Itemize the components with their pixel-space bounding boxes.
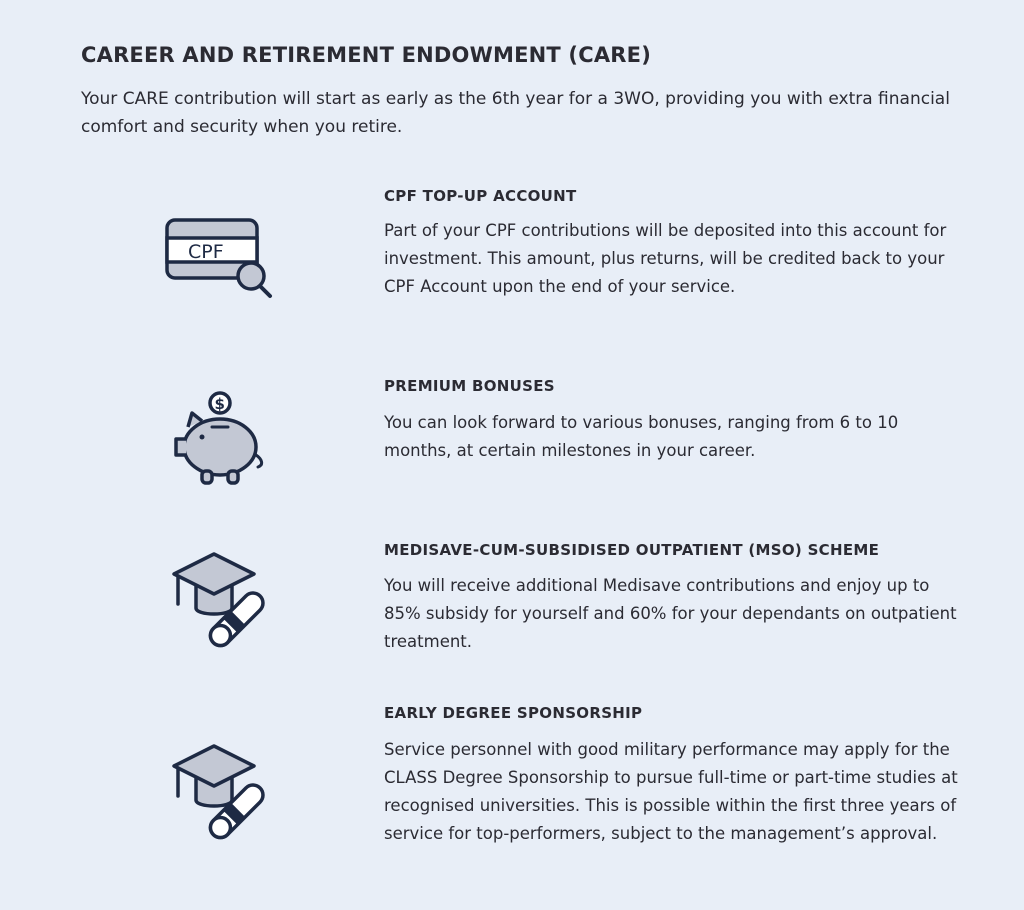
graduation-cap-diploma-icon xyxy=(162,738,274,850)
benefit-description: You will receive additional Medisave contributions and enjoy up to 85% subsidy for yourself and 60% for your dependants on outpatient treatment. xyxy=(384,576,957,651)
benefit-description: Service personnel with good military performance may apply for the CLASS Degree Sponsorship to pursue full-time or part-time studies at recognised universities. This is possible within the first three years of service for top-performers, subject to the management’s approval. xyxy=(384,740,958,843)
benefit-description: Part of your CPF contributions will be deposited into this account for investment. This amount, plus returns, will be credited back to your CPF Account upon the end of your service. xyxy=(384,221,947,296)
benefit-title: EARLY DEGREE SPONSORSHIP xyxy=(384,704,643,722)
graduation-cap-diploma-icon xyxy=(162,546,274,658)
benefit-title: MEDISAVE-CUM-SUBSIDISED OUTPATIENT (MSO) SCHEME xyxy=(384,541,880,559)
benefit-title: CPF TOP-UP ACCOUNT xyxy=(384,187,577,205)
dollar-sign: $ xyxy=(214,395,225,413)
page-title: CAREER AND RETIREMENT ENDOWMENT (CARE) xyxy=(81,43,651,67)
benefit-description: You can look forward to various bonuses, ranging from 6 to 10 months, at certain milestones in your career. xyxy=(384,413,899,460)
cpf-icon-text: CPF xyxy=(188,241,224,263)
cpf-card-search-icon xyxy=(162,206,274,318)
benefit-title: PREMIUM BONUSES xyxy=(384,377,555,395)
intro-paragraph: Your CARE contribution will start as early as the 6th year for a 3WO, providing you with extra financial comfort and security when you retire. xyxy=(81,89,950,137)
piggy-bank-icon xyxy=(162,385,274,497)
